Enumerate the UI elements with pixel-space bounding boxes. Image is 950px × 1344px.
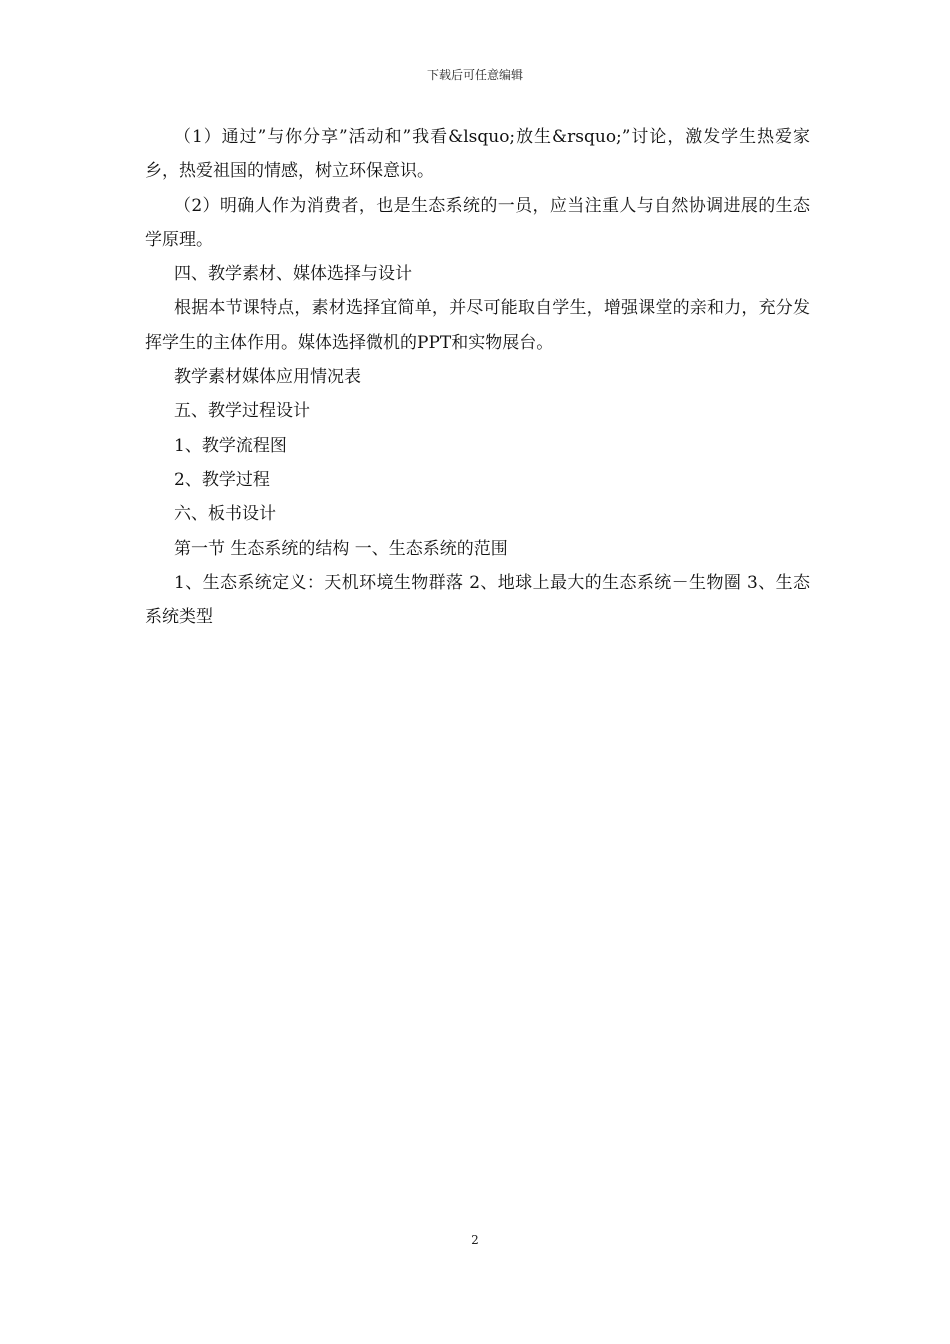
document-body	[145, 120, 810, 634]
paragraph-board-title: 第一节 生态系统的结构 一、生态系统的范围	[174, 538, 508, 559]
paragraph-objective-1: （1）通过”与你分享”活动和”我看&lsquo;放生&rsquo;”讨论，激发学生热爱家乡，热爱祖国的情感，树立环保意识。	[145, 127, 810, 182]
page-number: 2	[471, 1233, 479, 1247]
item-flowchart: 1、教学流程图	[174, 435, 287, 456]
section-heading-process: 五、教学过程设计	[174, 401, 310, 422]
page-header: 下载后可任意编辑	[426, 68, 523, 82]
section-heading-materials: 四、教学素材、媒体选择与设计	[174, 264, 412, 285]
section-heading-board: 六、板书设计	[174, 504, 276, 525]
item-teaching-process: 2、教学过程	[174, 469, 270, 490]
paragraph-board-items: 1、生态系统定义：天机环境生物群落 2、地球上最大的生态系统－生物圈 3、生态系统类型	[145, 572, 810, 628]
paragraph-materials-table: 教学素材媒体应用情况表	[174, 367, 361, 388]
paragraph-objective-2: （2）明确人作为消费者，也是生态系统的一员，应当注重人与自然协调进展的生态学原理。	[145, 195, 810, 250]
paragraph-materials: 根据本节课特点，素材选择宜简单，并尽可能取自学生，增强课堂的亲和力，充分发挥学生的主体作用。媒体选择微机的PPT和实物展台。	[145, 298, 810, 353]
